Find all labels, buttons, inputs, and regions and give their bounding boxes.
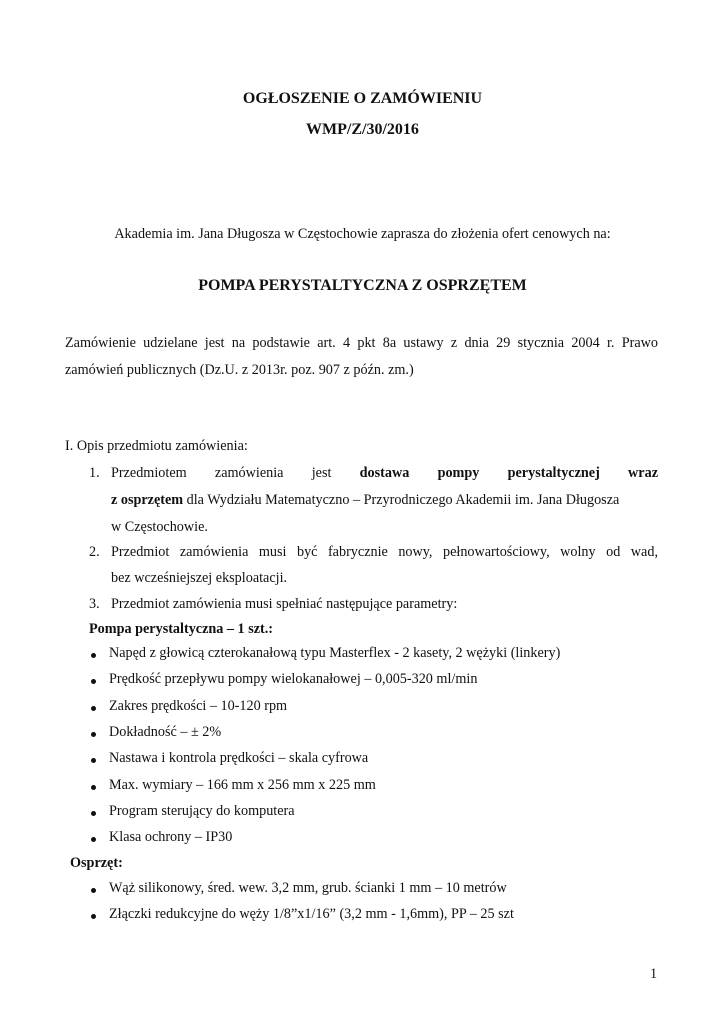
list-item-2-line-2: bez wcześniejszej eksploatacji. [111,570,288,586]
bullet-icon [91,732,96,737]
bullet-icon [91,653,96,658]
list-item-1-continuation: dla Wydziału Matematyczno – Przyrodniczego Akademii im. Jana Długosza [183,492,620,508]
list-item-1-line-2 [111,492,619,509]
bullet-item: Program sterujący do komputera [109,802,295,819]
bullet-item: Prędkość przepływu pompy wielokanałowej – 0,005-320 ml/min [109,671,478,688]
list-item-number: 2. [89,544,100,560]
list-item-3-line-1: Przedmiot zamówienia musi spełniać następujące parametry: [111,596,458,612]
bullet-icon [91,785,96,790]
pump-heading: Pompa perystaltyczna – 1 szt.: [89,621,274,637]
bullet-item: Wąż silikonowy, śred. wew. 3,2 mm, grub. ścianki 1 mm – 10 metrów [109,880,507,896]
bullet-item: Napęd z głowicą czterokanałową typu Masterflex - 2 kasety, 2 wężyki (linkery) [109,645,561,661]
reference-number: WMP/Z/30/2016 [306,121,419,138]
bullet-item: Złączki redukcyjne do węży 1/8”x1/16” (3,2 mm - 1,6mm), PP – 25 szt [109,906,514,922]
bullet-item: Max. wymiary – 166 mm x 256 mm x 225 mm [109,776,376,793]
legal-basis-line-2: zamówień publicznych (Dz.U. z 2013r. poz. 907 z późn. zm.) [65,362,414,378]
list-item-1-bold-text: dostawa pompy perystaltycznej wraz [359,465,658,481]
bullet-icon [91,888,96,893]
bullet-item: Dokładność – ± 2% [109,723,222,740]
intro-text: Akademia im. Jana Długosza w Częstochowie zaprasza do złożenia ofert cenowych na: [114,226,611,242]
bullet-item: Klasa ochrony – IP30 [109,829,233,846]
subject-title: POMPA PERYSTALTYCZNA Z OSPRZĘTEM [198,277,527,294]
bullet-item: Zakres prędkości – 10-120 rpm [109,697,288,714]
list-item-1-text: Przedmiotem zamówienia jest [111,465,360,481]
bullet-icon [91,679,96,684]
list-item-number: 3. [89,596,100,612]
bullet-item: Nastawa i kontrola prędkości – skala cyfrowa [109,750,369,767]
list-item-number: 1. [89,465,100,481]
section-heading: I. Opis przedmiotu zamówienia: [65,438,248,454]
legal-basis-line-1: Zamówienie udzielane jest na podstawie art. 4 pkt 8a ustawy z dnia 29 stycznia 2004 r. Prawo [65,335,658,351]
bullet-icon [91,706,96,711]
list-item-2-line-1: Przedmiot zamówienia musi być fabrycznie nowy, pełnowartościowy, wolny od wad, [111,544,658,560]
bullet-icon [91,758,96,763]
announcement-title: OGŁOSZENIE O ZAMÓWIENIU [242,90,483,107]
list-item-1-bold-continuation: z osprzętem [111,492,184,508]
bullet-icon [91,914,96,919]
bullet-icon [91,811,96,816]
accessories-heading: Osprzęt: [70,855,123,871]
page-number: 1 [650,966,658,982]
bullet-icon [91,837,96,842]
list-item-1-line-3: w Częstochowie. [111,519,208,535]
list-item-1-line-1 [111,465,658,482]
